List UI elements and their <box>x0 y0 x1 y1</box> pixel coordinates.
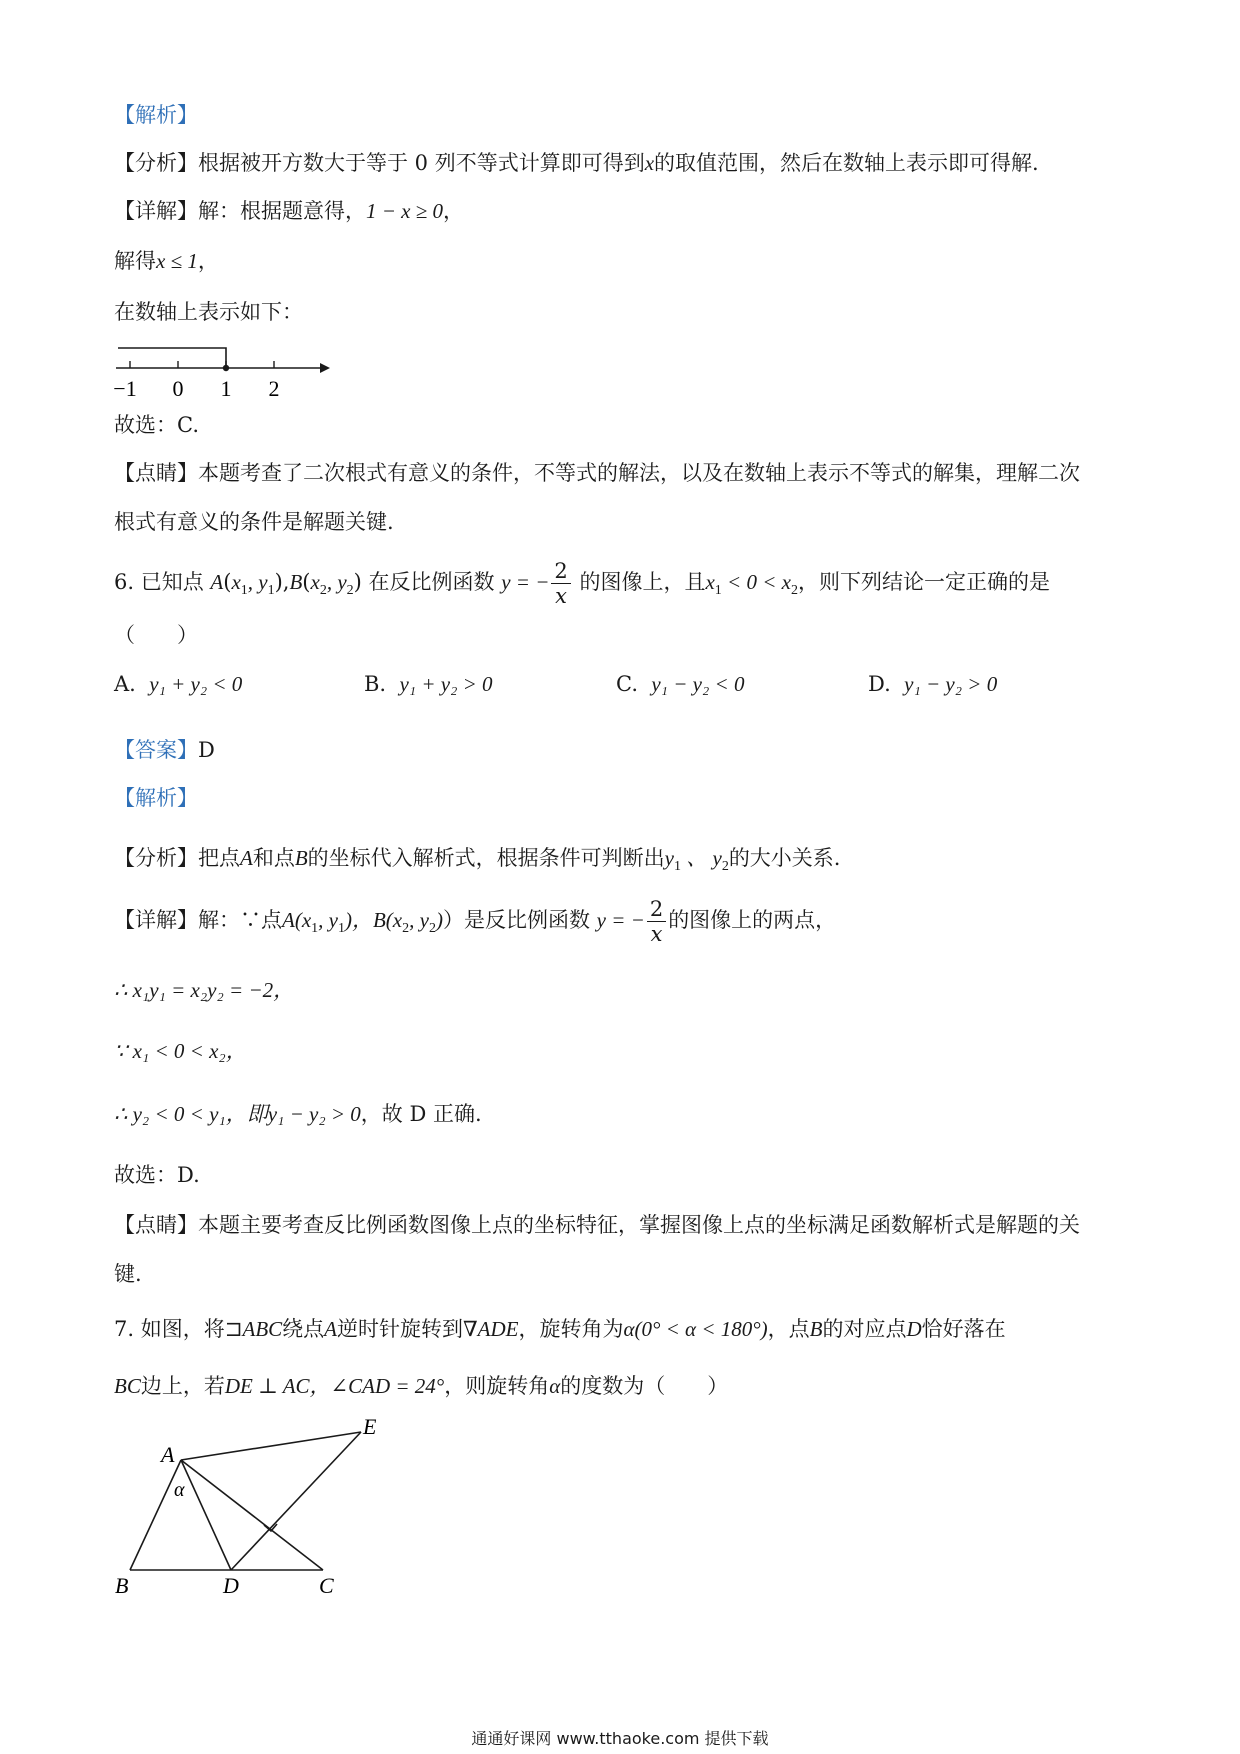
tick-label-0: 0 <box>172 376 184 401</box>
q5-numline-caption: 在数轴上表示如下： <box>114 300 303 324</box>
q6-paren-close: ), <box>274 570 290 594</box>
q6-xiangjie-a: 解：∵点 <box>198 908 282 932</box>
segment-ac <box>181 1460 323 1570</box>
q6-daan-value: D <box>198 738 215 762</box>
q6-comment-2: 键. <box>114 1262 142 1286</box>
q6-stem-b: 在反比例函数 <box>368 570 495 594</box>
q7-stem-2 <box>114 1371 728 1401</box>
q7-geometry-figure <box>105 1415 405 1605</box>
q6-step-3 <box>114 1099 482 1129</box>
q6-func-y: y = − <box>501 570 550 594</box>
q7-stem-1d: ，旋转角为 <box>518 1317 624 1341</box>
q6-fenxi-a: 把点 <box>198 846 240 870</box>
q7-stem-1g: 恰好落在 <box>921 1317 1006 1341</box>
q6-fraction <box>551 559 570 608</box>
q6-analysis <box>114 843 841 882</box>
q6-sol-fraction <box>647 897 666 946</box>
number-line-figure <box>110 340 330 402</box>
q5-answer: 故选：C. <box>114 413 199 437</box>
q6-fenxi-label: 【分析】 <box>114 846 198 870</box>
q6-step3-a: ∴ y₂ < 0 < y₁，即 <box>114 1102 268 1126</box>
q5-dianjing-label: 【点睛】 <box>114 461 198 485</box>
q6-sol-func: y = − <box>596 908 645 932</box>
q6-stem-c: 的图像上，且 <box>579 570 706 594</box>
q7-point-d: D <box>906 1317 922 1341</box>
q6-point-b: B <box>289 570 303 594</box>
q5-result-math: x ≤ 1 <box>156 249 198 273</box>
q6-fenxi-b: 和点 <box>252 846 295 870</box>
q6-frac-num: 2 <box>551 559 570 584</box>
q7-stem-2b: ，则旋转角 <box>444 1374 550 1398</box>
q5-fenxi-label: 【分析】 <box>114 151 198 175</box>
segment-ad <box>181 1460 231 1570</box>
q5-comment-1 <box>114 458 1080 488</box>
q6-var-b: B <box>294 846 308 870</box>
q7-stem-1b: 绕点 <box>282 1317 325 1341</box>
q6-frac-den: x <box>555 584 567 608</box>
q6-answer-line <box>114 735 215 765</box>
q5-jiexi-label: 【解析】 <box>114 103 198 127</box>
page-footer: 通通好课网 www.tthaoke.com 提供下载 <box>471 1729 769 1748</box>
option-expr: y₁ + y₂ > 0 <box>399 672 493 696</box>
q6-option-b[interactable] <box>364 672 493 697</box>
q7-point-a: A <box>324 1317 337 1341</box>
q5-inequality: 1 − x ≥ 0 <box>366 199 444 223</box>
q5-fenxi-text-a: 根据被开方数大于等于 0 列不等式计算即可得到 <box>198 151 645 175</box>
solution-ray <box>118 348 226 368</box>
q6-fenxi-c: 的坐标代入解析式，根据条件可判断出 <box>307 846 665 870</box>
segment-ab <box>130 1460 181 1570</box>
q5-fenxi-text-b: 的取值范围，然后在数轴上表示即可得解. <box>654 151 1039 175</box>
option-expr: y₁ − y₂ < 0 <box>651 672 745 696</box>
q6-stem-a: 6. 已知点 <box>114 570 204 594</box>
q6-comment-1 <box>114 1210 1080 1240</box>
q7-stem-1 <box>114 1314 1006 1344</box>
label-b: B <box>115 1573 129 1598</box>
q6-fenxi-d: 的大小关系. <box>728 846 841 870</box>
q6-paren: ( <box>223 570 232 594</box>
q6-bracket: （ ） <box>114 623 198 647</box>
q5-comma: ， <box>443 199 465 223</box>
q7-alpha: α <box>549 1374 561 1398</box>
q7-stem-1f: 的对应点 <box>822 1317 907 1341</box>
q6-xiangjie-label: 【详解】 <box>114 908 198 932</box>
segment-ae <box>181 1432 361 1460</box>
q6-jiexi-label: 【解析】 <box>114 786 198 810</box>
q5-analysis <box>114 148 1039 178</box>
q6-stem: 6. 已知点 $A(x_1$, $y_1),B(x_2$, $y_2$) 在反比例函数 y = − $\frac{2}{x}$ 的图像上，且$x_1 < 0 < x_2$，则下列结论一定正确的是 <box>114 559 1050 608</box>
option-letter: D. <box>868 672 891 696</box>
q6-sol-frac-den: x <box>650 922 663 946</box>
q7-stem-1c: 逆时针旋转到 <box>336 1317 463 1341</box>
q7-side-bc: BC <box>114 1374 141 1398</box>
label-e: E <box>363 1415 377 1439</box>
q6-x1: $x_1$, $y_1$ <box>231 570 275 598</box>
q5-dianjing-text-1: 本题考查了二次根式有意义的条件，不等式的解法，以及在数轴上表示不等式的解集，理解二次 <box>198 461 1080 485</box>
label-d: D <box>223 1573 239 1598</box>
q6-xiangjie-c: 的图像上的两点， <box>668 908 837 932</box>
q7-condition: DE ⊥ AC，∠CAD = 24° <box>224 1374 445 1398</box>
q7-triangle-abc: ⊐ABC <box>224 1317 283 1341</box>
label-alpha: α <box>174 1479 185 1501</box>
option-expr: y₁ − y₂ > 0 <box>904 672 998 696</box>
q7-stem-2a: 边上，若 <box>140 1374 225 1398</box>
solid-point <box>223 365 229 371</box>
q7-angle-range: α(0° < α < 180°) <box>623 1317 768 1341</box>
q6-option-d[interactable] <box>868 672 997 697</box>
q5-comma-2: ， <box>197 249 219 273</box>
option-letter: C. <box>616 672 638 696</box>
q6-condition: $x_1 < 0 < x_2$ <box>705 570 798 598</box>
axis-arrow-icon <box>320 363 330 373</box>
q6-option-c[interactable] <box>616 672 744 697</box>
q6-option-a[interactable] <box>114 672 242 697</box>
q6-solution <box>114 896 836 953</box>
q6-y-vars: $y_1$ 、 $y_2$ <box>664 846 729 874</box>
q7-triangle-ade: ∇ADE <box>462 1317 519 1341</box>
q6-points-math: A <box>210 570 224 594</box>
q6-sol-point-a: $A(x_1$, $y_1$)，$B(x_2$, $y_2$) <box>282 908 443 936</box>
tick-label-2: 2 <box>268 376 280 401</box>
q6-options <box>114 672 1114 704</box>
q6-xiangjie-b: ）是反比例函数 <box>442 908 590 932</box>
option-expr: y₁ + y₂ < 0 <box>149 672 243 696</box>
q6-sol-frac-num: 2 <box>647 897 666 922</box>
q6-dianjing-label: 【点睛】 <box>114 1213 198 1237</box>
tick-label-neg1: −1 <box>113 376 137 401</box>
q6-step3-expr: y₁ − y₂ > 0 <box>267 1102 361 1126</box>
q6-dianjing-1: 本题主要考查反比例函数图像上点的坐标特征，掌握图像上点的坐标满足函数解析式是解题的关 <box>198 1213 1080 1237</box>
q6-final: 故选：D. <box>114 1163 200 1187</box>
q6-step3-b: ，故 D 正确. <box>360 1102 482 1126</box>
tick-label-1: 1 <box>220 376 232 401</box>
q5-comment-2: 根式有意义的条件是解题关键. <box>114 510 394 534</box>
q5-result <box>114 246 219 276</box>
q6-stem-d: ，则下列结论一定正确的是 <box>797 570 1050 594</box>
q6-step-1: ∴ x₁y₁ = x₂y₂ = −2， <box>114 978 295 1002</box>
q7-point-b: B <box>809 1317 823 1341</box>
q7-stem-1e: ，点 <box>767 1317 810 1341</box>
label-c: C <box>319 1573 334 1598</box>
q6-var-a: A <box>240 846 253 870</box>
q5-fenxi-var: x <box>644 151 655 175</box>
option-letter: A. <box>114 672 136 696</box>
option-letter: B. <box>364 672 387 696</box>
q5-xiangjie-text: 解：根据题意得， <box>198 199 366 223</box>
label-a: A <box>161 1442 175 1467</box>
q7-stem-1a: 7. 如图，将 <box>114 1317 225 1341</box>
q5-solution <box>114 196 464 226</box>
q7-stem-2c: 的度数为（ ） <box>560 1374 729 1398</box>
q5-xiangjie-label: 【详解】 <box>114 199 198 223</box>
q5-jiede-text: 解得 <box>114 249 156 273</box>
q6-daan-label: 【答案】 <box>114 738 198 762</box>
q6-x2: $x_2$, $y_2$ <box>310 570 354 598</box>
q6-step-2: ∵ x₁ < 0 < x₂， <box>114 1039 247 1063</box>
